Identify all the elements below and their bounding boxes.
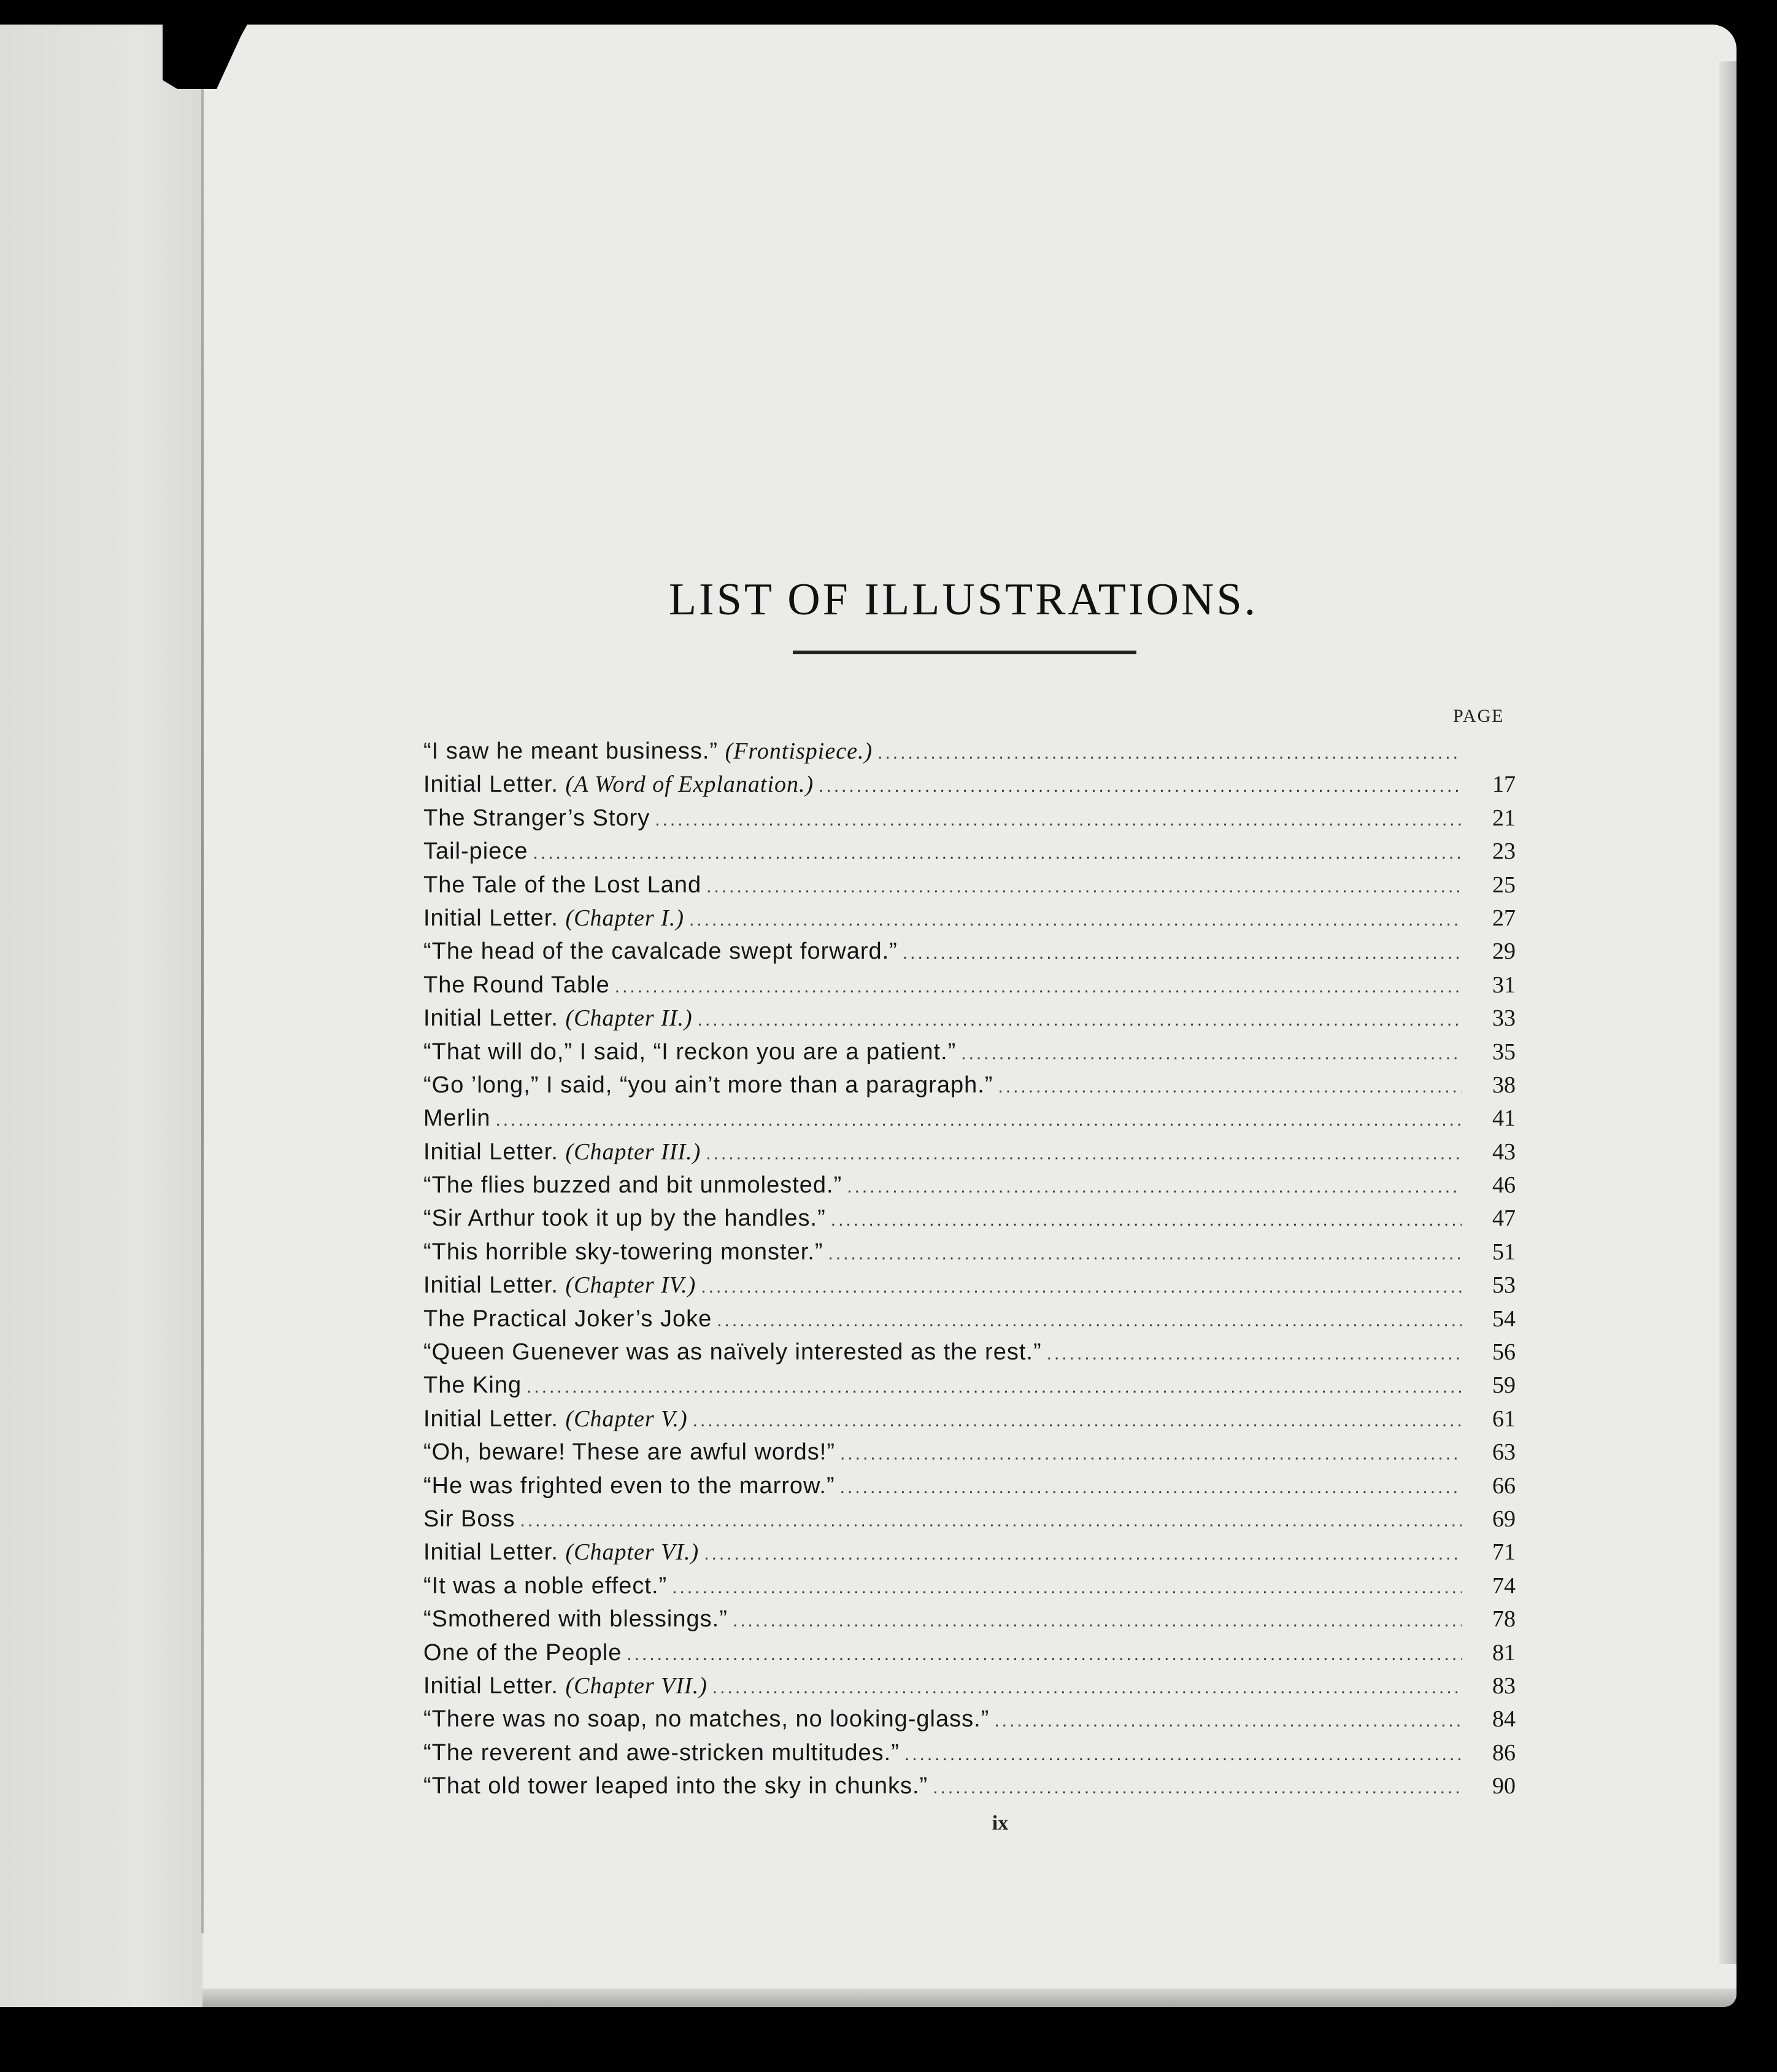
illustration-title (423, 972, 610, 999)
page-number: 81 (1492, 1639, 1516, 1666)
illustration-title (423, 1506, 515, 1533)
illustration-title (423, 738, 873, 765)
dot-leader (704, 1544, 1462, 1564)
page-number: 56 (1492, 1339, 1516, 1366)
list-item (423, 1405, 1516, 1439)
illustration-caption: Tail-piece (423, 838, 528, 865)
page-number: 43 (1492, 1138, 1516, 1165)
illustration-title (423, 872, 701, 899)
page-number: 25 (1492, 872, 1516, 898)
dot-leader (717, 1310, 1462, 1331)
page-number: 41 (1492, 1105, 1516, 1132)
illustration-caption: Initial Letter. (423, 771, 558, 798)
page-number: 47 (1492, 1205, 1516, 1232)
dot-leader (706, 876, 1462, 897)
illustration-title (423, 1640, 622, 1666)
list-item (423, 1672, 1516, 1706)
illustration-title (423, 1706, 989, 1733)
list-item (423, 738, 1516, 771)
illustration-title (423, 1005, 693, 1032)
page-number: 21 (1492, 805, 1516, 831)
list-item (423, 905, 1516, 938)
illustration-caption: “Sir Arthur took it up by the handles.” (423, 1205, 826, 1232)
dot-leader (526, 1377, 1462, 1397)
illustration-caption: “I saw he meant business.” (423, 738, 719, 764)
illustration-title (423, 905, 684, 932)
list-item (423, 938, 1516, 971)
page-number: 53 (1492, 1272, 1516, 1299)
page-number: 78 (1492, 1606, 1516, 1633)
list-item (423, 1706, 1516, 1739)
list-item (423, 1472, 1516, 1506)
dot-leader (998, 1077, 1462, 1097)
illustration-title (423, 1039, 956, 1065)
list-item (423, 1205, 1516, 1238)
illustration-caption: The Stranger’s Story (423, 805, 650, 831)
list-item (423, 1239, 1516, 1272)
page-bottom-edge (202, 1989, 1737, 2007)
illustration-source: (Chapter VI.) (565, 1539, 700, 1566)
illustration-title (423, 1339, 1042, 1366)
dot-leader (706, 1143, 1462, 1164)
illustration-caption: “The head of the cavalcade swept forward.” (423, 938, 898, 965)
dot-leader (655, 810, 1462, 830)
list-item (423, 1138, 1516, 1172)
list-item (423, 1572, 1516, 1606)
page-number: 23 (1492, 838, 1516, 865)
dot-leader (733, 1610, 1462, 1631)
page-folio: ix (992, 1812, 1009, 1834)
dot-leader (819, 776, 1462, 797)
illustration-title (423, 771, 814, 798)
page-number: 54 (1492, 1305, 1516, 1332)
illustration-caption: The Practical Joker’s Joke (423, 1305, 712, 1332)
list-item (423, 1439, 1516, 1472)
illustration-caption: The King (423, 1372, 522, 1399)
page-number: 31 (1492, 972, 1516, 998)
dot-leader (903, 943, 1462, 964)
illustration-source: (Chapter V.) (565, 1405, 688, 1432)
list-item (423, 771, 1516, 804)
illustration-title (423, 1740, 900, 1766)
illustrations-list (423, 738, 1516, 1806)
list-item (423, 1772, 1516, 1806)
illustration-title (423, 1306, 712, 1332)
list-item (423, 1272, 1516, 1305)
page-number: 71 (1492, 1539, 1516, 1566)
illustration-source: (Chapter IV.) (565, 1272, 696, 1299)
page-number: 90 (1492, 1773, 1516, 1799)
illustration-source: (A Word of Explanation.) (565, 771, 814, 798)
dot-leader (693, 1410, 1462, 1431)
illustration-caption: The Round Table (423, 972, 610, 998)
dot-leader (828, 1243, 1462, 1264)
illustration-title (423, 1372, 522, 1399)
page-number: 35 (1492, 1038, 1516, 1065)
dot-leader (495, 1110, 1462, 1131)
illustration-title (423, 1773, 928, 1799)
dot-leader (712, 1677, 1462, 1698)
illustration-title (423, 1439, 835, 1466)
dot-leader (689, 910, 1462, 930)
page-number: 59 (1492, 1372, 1516, 1399)
illustration-source: (Chapter III.) (565, 1138, 701, 1165)
list-item (423, 1005, 1516, 1038)
illustration-source: (Chapter VII.) (565, 1672, 707, 1699)
page-number: 27 (1492, 905, 1516, 931)
illustration-title (423, 805, 650, 832)
list-item (423, 838, 1516, 871)
dot-leader (904, 1744, 1462, 1765)
illustration-caption: “Go ’long,” I said, “you ain’t more than a paragraph.” (423, 1072, 993, 1098)
page-number: 29 (1492, 938, 1516, 965)
illustration-caption: “Smothered with blessings.” (423, 1606, 728, 1633)
illustration-title (423, 1539, 699, 1566)
illustration-caption: “There was no soap, no matches, no looking-glass.” (423, 1706, 990, 1733)
list-item (423, 1038, 1516, 1072)
dot-leader (672, 1577, 1462, 1598)
illustration-source: (Chapter I.) (565, 905, 684, 931)
dot-leader (840, 1444, 1462, 1464)
illustration-caption: Initial Letter. (423, 1539, 558, 1566)
illustration-title (423, 1138, 701, 1166)
list-item (423, 1739, 1516, 1772)
dot-leader (877, 743, 1462, 763)
list-item (423, 1172, 1516, 1205)
illustration-title (423, 1573, 667, 1599)
illustration-caption: Initial Letter. (423, 1138, 558, 1165)
dot-leader (961, 1043, 1462, 1064)
dot-leader (831, 1210, 1462, 1231)
page-number: 66 (1492, 1472, 1516, 1499)
dot-leader (933, 1777, 1462, 1798)
page-edge (1719, 61, 1737, 1964)
page-number: 74 (1492, 1572, 1516, 1599)
illustration-title (423, 838, 528, 865)
paper-sheet (0, 25, 1737, 2007)
illustration-source: (Chapter II.) (565, 1005, 693, 1032)
illustration-caption: “He was frighted even to the marrow.” (423, 1472, 835, 1499)
illustration-title (423, 1672, 707, 1699)
page-number: 63 (1492, 1439, 1516, 1466)
illustration-caption: “That old tower leaped into the sky in chunks.” (423, 1773, 928, 1799)
page-number: 38 (1492, 1072, 1516, 1098)
binding-margin (0, 25, 202, 2007)
page-number: 69 (1492, 1506, 1516, 1532)
illustration-caption: One of the People (423, 1639, 622, 1666)
binding-fold (201, 61, 204, 1933)
dot-leader (533, 843, 1462, 864)
illustration-title (423, 1405, 688, 1432)
illustration-title (423, 938, 898, 965)
page-number: 33 (1492, 1005, 1516, 1032)
dot-leader (698, 1010, 1462, 1030)
illustration-caption: Initial Letter. (423, 1272, 558, 1299)
dot-leader (615, 976, 1462, 997)
page-number: 61 (1492, 1405, 1516, 1432)
page-title: LIST OF ILLUSTRATIONS. (668, 574, 1259, 625)
illustration-caption: “Oh, beware! These are awful words!” (423, 1439, 836, 1466)
list-item (423, 1606, 1516, 1639)
illustration-caption: Initial Letter. (423, 905, 558, 931)
page-number: 51 (1492, 1239, 1516, 1265)
illustration-caption: “The reverent and awe-stricken multitudes.” (423, 1739, 900, 1766)
illustration-title (423, 1072, 993, 1099)
list-item (423, 1305, 1516, 1339)
dot-leader (626, 1644, 1462, 1665)
illustration-title (423, 1272, 696, 1299)
list-item (423, 972, 1516, 1005)
page-number: 17 (1492, 771, 1516, 798)
page-number: 84 (1492, 1706, 1516, 1733)
list-item (423, 872, 1516, 905)
page-number: 83 (1492, 1672, 1516, 1699)
dot-leader (847, 1177, 1462, 1197)
dot-leader (701, 1277, 1462, 1297)
page-number: 86 (1492, 1739, 1516, 1766)
illustration-source: (Frontispiece.) (725, 738, 873, 764)
illustration-caption: “That will do,” I said, “I reckon you are a patient.” (423, 1038, 957, 1065)
list-item (423, 1105, 1516, 1138)
list-item (423, 1072, 1516, 1105)
illustration-caption: “It was a noble effect.” (423, 1572, 668, 1599)
page-number: 46 (1492, 1172, 1516, 1199)
illustration-caption: Initial Letter. (423, 1005, 558, 1032)
dot-leader (520, 1510, 1462, 1531)
list-item (423, 1506, 1516, 1539)
list-item (423, 1372, 1516, 1405)
list-item (423, 805, 1516, 838)
illustration-caption: “Queen Guenever was as naïvely interested as the rest.” (423, 1339, 1042, 1366)
illustration-caption: Sir Boss (423, 1506, 515, 1532)
illustration-caption: “This horrible sky-towering monster.” (423, 1239, 823, 1265)
illustration-caption: Initial Letter. (423, 1672, 558, 1699)
list-item (423, 1539, 1516, 1572)
list-item (423, 1339, 1516, 1372)
illustration-title (423, 1239, 823, 1266)
page-column-label: PAGE (1453, 706, 1505, 726)
dot-leader (994, 1711, 1462, 1731)
illustration-title (423, 1205, 826, 1232)
dot-leader (1047, 1343, 1462, 1364)
title-divider (793, 651, 1136, 654)
illustration-caption: Merlin (423, 1105, 491, 1132)
illustration-caption: “The flies buzzed and bit unmolested.” (423, 1172, 842, 1199)
illustration-caption: The Tale of the Lost Land (423, 872, 702, 898)
dot-leader (840, 1477, 1462, 1498)
illustration-title (423, 1172, 842, 1199)
list-item (423, 1639, 1516, 1672)
illustration-title (423, 1606, 728, 1633)
illustration-caption: Initial Letter. (423, 1405, 558, 1432)
illustration-title (423, 1105, 490, 1132)
illustration-title (423, 1473, 835, 1499)
